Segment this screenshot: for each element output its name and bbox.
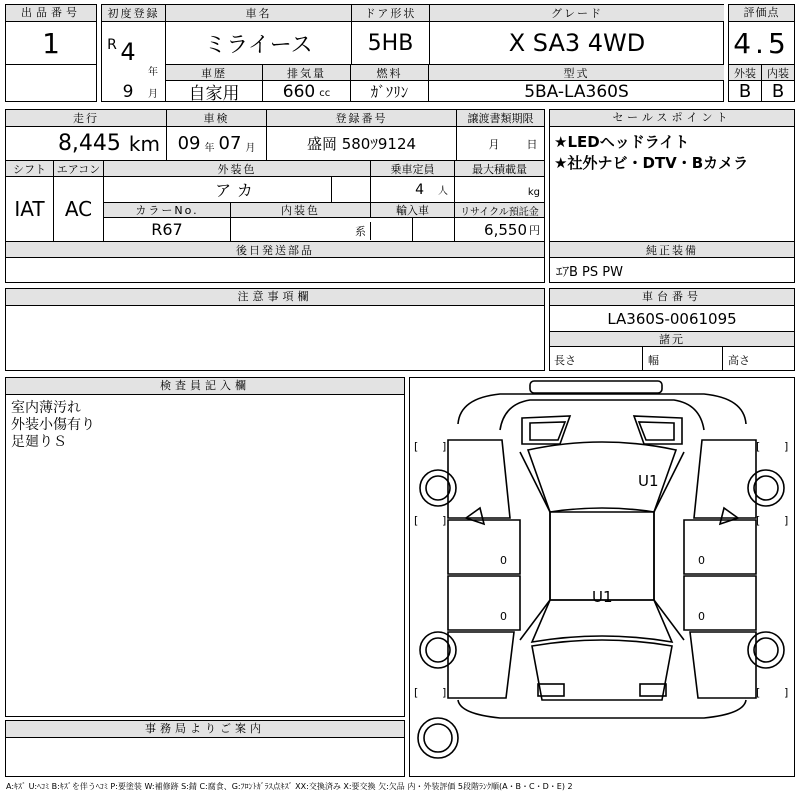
left-tail-light [538, 684, 564, 696]
rear-bumper [458, 700, 746, 718]
spare-tire-inner [424, 724, 452, 752]
divider [642, 347, 643, 370]
bracket-right-1: ] [442, 440, 447, 453]
transfer-label: 譲渡書類期限 [457, 110, 544, 127]
score-ext-label: 外装 [729, 65, 762, 81]
grade-value: X SA3 4WD [508, 29, 646, 57]
inspection-year: 09 [177, 133, 201, 154]
inspector-box [5, 377, 405, 717]
max-load-label: 最大積載量 [455, 161, 544, 177]
details-box [5, 109, 545, 283]
color-no-value: R67 [104, 218, 231, 241]
vehicle-header-box [101, 4, 724, 102]
left-front-door [448, 520, 520, 574]
first-reg-year-unit: 年 [148, 66, 158, 77]
ac-value: AC [54, 177, 104, 241]
left-rear-fender [448, 632, 514, 698]
reg-no-value: 盛岡 580ﾂ9124 [267, 127, 457, 160]
notes-box [5, 288, 545, 371]
sales-line-2: ★社外ナビ・DTV・Bカメラ [554, 154, 749, 172]
inspector-line-2: 外装小傷有り [11, 417, 95, 433]
car-name-label: 車名 [166, 5, 351, 22]
dims-height: 高さ [728, 354, 750, 367]
left-rear-door [448, 576, 520, 630]
first-reg-year: 4 [120, 39, 136, 65]
genuine-value: ｴｱB PS PW [556, 265, 623, 280]
inspection-value [167, 127, 267, 160]
bracket-right-6: ] [784, 686, 789, 699]
front-left-wheel-inner [426, 476, 450, 500]
score-label: 評価点 [729, 5, 794, 22]
right-rear-fender [690, 632, 756, 698]
sales-label: セールスポイント [550, 110, 794, 127]
mileage-unit: km [128, 131, 160, 156]
recycle-label: リサイクル預託金 [455, 203, 544, 218]
shift-label: シフト [6, 161, 54, 177]
mark-rear-glass: U1 [592, 588, 613, 606]
trunk [532, 640, 672, 700]
lot-label: 出品番号 [6, 5, 96, 22]
chassis-box [549, 288, 795, 371]
notes-label: 注意事項欄 [6, 289, 544, 306]
int-color-label: 内装色 [231, 203, 371, 218]
left-front-fender [448, 440, 510, 518]
roof [550, 512, 654, 600]
displacement-number: 660 [282, 81, 316, 102]
right-front-fender [694, 440, 756, 518]
left-headlight-inner [530, 422, 565, 440]
ac-label: エアコン [54, 161, 104, 177]
score-value: 4.5 [733, 26, 790, 60]
ext-color-label: 外装色 [104, 161, 371, 177]
inspection-year-unit: 年 [204, 143, 215, 154]
genuine-label: 純正装備 [550, 242, 794, 258]
door-value: 5HB [367, 30, 414, 56]
transfer-month-unit: 月 [488, 138, 500, 151]
recycle-value [455, 218, 544, 241]
rear-glass [532, 600, 672, 642]
grade-label: グレード [430, 5, 724, 22]
capacity-label: 乗車定員 [371, 161, 455, 177]
lot-box [5, 4, 97, 102]
mileage-value [6, 127, 167, 160]
recycle-unit: 円 [529, 223, 540, 237]
chassis-value: LA360S-0061095 [607, 310, 737, 328]
transfer-day-unit: 日 [526, 138, 538, 151]
divider [722, 347, 723, 370]
dims-width: 幅 [648, 354, 659, 367]
bracket-right-4: ] [784, 514, 789, 527]
inspection-month: 07 [218, 133, 242, 154]
lot-value: 1 [42, 26, 60, 60]
rear-left-wheel-inner [426, 638, 450, 662]
right-tail-light [640, 684, 666, 696]
right-headlight-inner [639, 422, 674, 440]
score-int-value: B [771, 81, 785, 102]
capacity-number: 4 [415, 181, 424, 198]
displacement-label: 排気量 [263, 65, 351, 81]
model-code-label: 型式 [429, 65, 724, 81]
door-label: ドア形状 [352, 5, 429, 22]
zero-right-rear: 0 [698, 610, 705, 623]
divider [6, 64, 96, 65]
import-label: 輸入車 [371, 203, 455, 218]
inspector-line-1: 室内薄汚れ [11, 400, 81, 416]
left-mirror [466, 508, 484, 524]
inspection-month-unit: 月 [245, 143, 256, 154]
inspector-label: 検査員記入欄 [6, 378, 404, 395]
bracket-right-2: ] [784, 440, 789, 453]
fuel-value: ｶﾞｿﾘﾝ [351, 81, 429, 102]
mileage-number: 8,445 [57, 131, 121, 156]
front-right-wheel-inner [754, 476, 778, 500]
bracket-right-5: ] [442, 686, 447, 699]
fuel-label: 燃料 [351, 65, 429, 81]
sales-box [549, 109, 795, 283]
car-name-value: ミライース [204, 32, 313, 58]
first-reg-label: 初度登録 [102, 5, 165, 22]
right-front-door [684, 520, 756, 574]
dims-length: 長さ [554, 354, 576, 367]
score-ext-value: B [729, 81, 762, 102]
chassis-label: 車台番号 [550, 289, 794, 306]
bracket-left-5: [ [414, 686, 419, 699]
bracket-left-3: [ [414, 514, 419, 527]
ext-color-value: アカ [104, 177, 371, 202]
office-box [5, 720, 405, 777]
import-value-spacer [371, 218, 455, 241]
bracket-left-2: [ [756, 440, 761, 453]
first-reg-era: R [107, 37, 117, 53]
recycle-number: 6,550 [484, 220, 527, 239]
later-parts-label: 後日発送部品 [6, 242, 544, 258]
first-reg-month: 9 [122, 82, 134, 102]
history-label: 車歴 [166, 65, 263, 81]
capacity-value [371, 177, 455, 202]
rear-right-wheel-inner [754, 638, 778, 662]
right-rear-door [684, 576, 756, 630]
front-bumper [530, 381, 662, 393]
mileage-label: 走行 [6, 110, 167, 127]
car-diagram-svg [410, 378, 794, 776]
history-value: 自家用 [166, 81, 263, 102]
car-diagram [409, 377, 795, 777]
right-mirror [720, 508, 738, 524]
inspector-line-3: 足廻りＳ [11, 434, 67, 450]
divider [331, 177, 332, 202]
int-color-unit: 系 [231, 222, 371, 240]
hood-outline [458, 394, 746, 424]
displacement-unit: cc [319, 88, 331, 99]
score-box [728, 4, 795, 102]
bracket-right-3: ] [442, 514, 447, 527]
first-reg-month-unit: 月 [148, 88, 158, 99]
sales-line-1: ★LEDヘッドライト [554, 133, 690, 151]
bracket-left-1: [ [414, 440, 419, 453]
color-no-label: カラーNo. [104, 203, 231, 218]
capacity-unit: 人 [438, 186, 448, 197]
inspection-label: 車検 [167, 110, 267, 127]
shift-value: IAT [6, 177, 54, 241]
legend: A:ｷｽﾞ U:ﾍｺﾐ B:ｷｽﾞを伴うﾍｺﾐ P:要塗装 W:補修跡 S:錆 C:腐食、G:ﾌﾛﾝﾄｶﾞﾗｽ点ｷｽﾞ XX:交換済み X:要交換 欠:欠品 内・外装評価 5段階ﾗﾝｸ順(A・B・C・D・E) 2 [6, 782, 573, 791]
max-load-unit: kg [527, 186, 540, 198]
office-label: 事務局よりご案内 [6, 721, 404, 738]
bracket-left-4: [ [756, 514, 761, 527]
zero-left-front: 0 [500, 554, 507, 567]
displacement-value [263, 81, 351, 102]
score-int-label: 内装 [762, 65, 794, 81]
zero-left-rear: 0 [500, 610, 507, 623]
zero-right-front: 0 [698, 554, 705, 567]
reg-no-label: 登録番号 [267, 110, 457, 127]
bracket-left-6: [ [756, 686, 761, 699]
model-code-value: 5BA-LA360S [524, 81, 629, 102]
dims-label: 諸元 [550, 331, 794, 347]
mark-roof: U1 [638, 472, 659, 490]
